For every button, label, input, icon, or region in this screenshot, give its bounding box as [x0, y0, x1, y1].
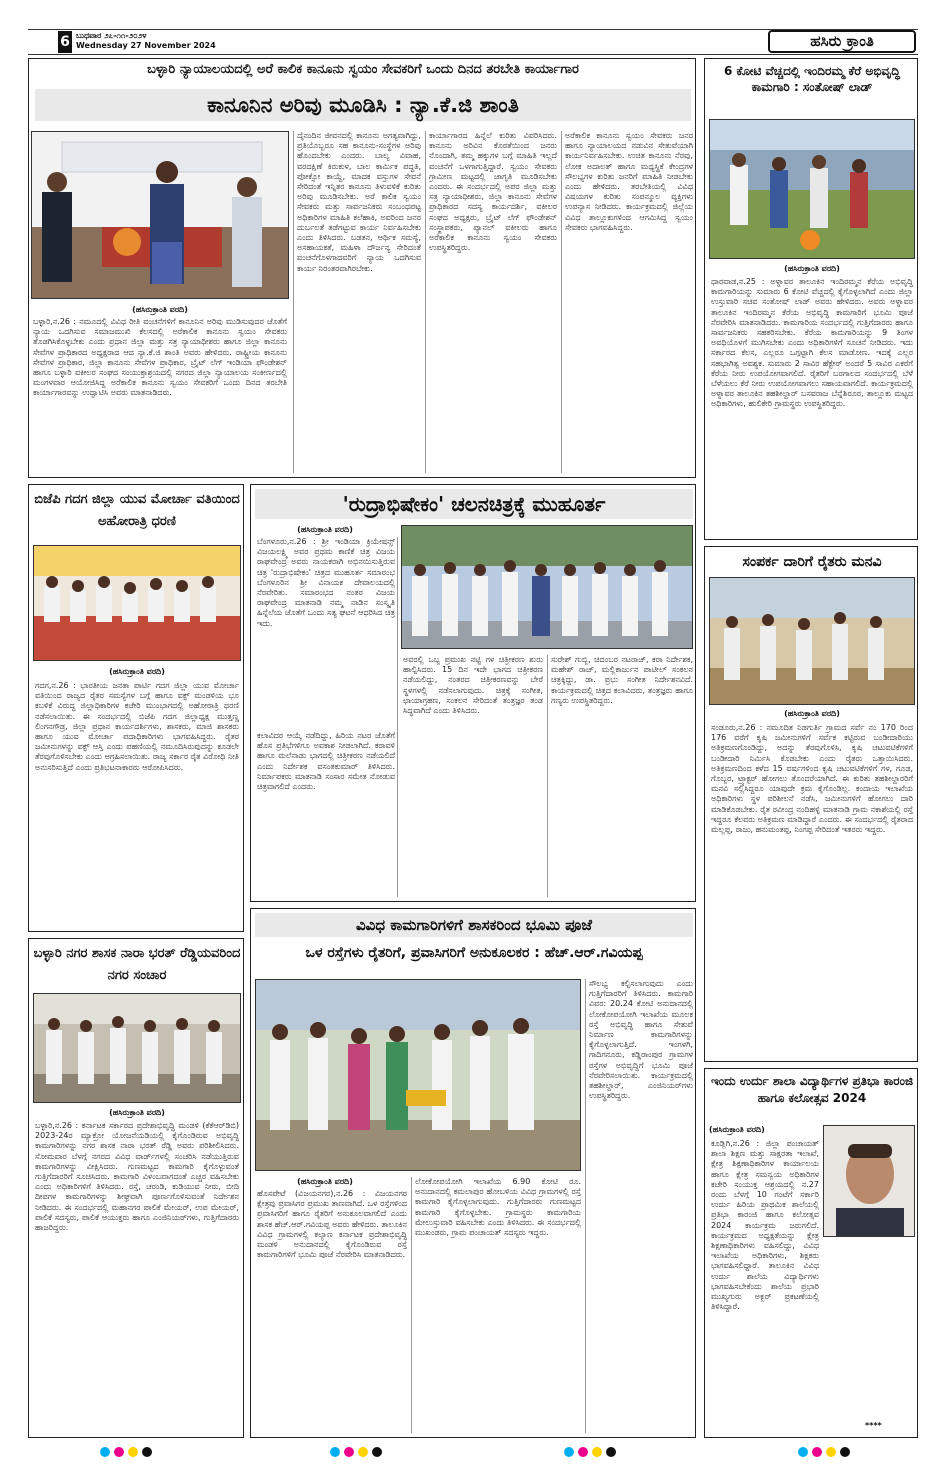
farmers-headline: ಸಂಪರ್ಕ ದಾರಿಗೆ ರೈತರು ಮನವಿ	[742, 554, 882, 570]
roads-kicker: ವಿವಿಧ ಕಾಮಗಾರಿಗಳಿಗೆ ಶಾಸಕರಿಂದ ಭೂಮಿ ಪೂಜೆ	[255, 913, 693, 937]
roads-column-2: ಲೋಕೋಪಯೋಗಿ ಇಲಾಖೆಯ 6.90 ಕೋಟಿ ರೂ. ಅನುದಾನದಲ್ಲಿ ಕಮಲಾಪುರ ಹೋಬಳಿಯ ವಿವಿಧ ಗ್ರಾಮಗಳಲ್ಲಿ ರಸ್ತೆ ಕಾಮಗಾರಿ ಕೈಗೊಳ್ಳಲಾಗುವುದು. ಗುತ್ತಿಗೆದಾರರು ಗುಣಮಟ್ಟದ ಕಾಮಗಾರಿ ಕೈಗೊಳ್ಳಬೇಕು. ಗ್ರಾಮಸ್ಥರು ಕಾಮಗಾರಿಯ ಮೇಲುಸ್ತುವಾರಿ ವಹಿಸಬೇಕು ಎಂದು ತಿಳಿಸಿದರು. ಈ ಸಂದರ್ಭದಲ್ಲಿ ಮುಖಂಡರು, ಗ್ರಾಮ ಪಂಚಾಯತ್ ಸದಸ್ಯರು ಇದ್ದರು.	[415, 1177, 581, 1238]
reg-dot-yellow	[826, 1447, 836, 1457]
roads-photo	[255, 979, 581, 1171]
article-roads	[250, 908, 696, 1438]
page-number: 6	[58, 31, 72, 53]
urdu-body: ಕೂಡ್ಲಿಗಿ,ನ.26 : ಜಿಲ್ಲಾ ಪಂಚಾಯತ್ ಶಾಲಾ ಶಿಕ್ಷಣ ಮತ್ತು ಸಾಕ್ಷರತಾ ಇಲಾಖೆ, ಕ್ಷೇತ್ರ ಶಿಕ್ಷಣಾಧಿಕಾರಿಗಳ ಕಾರ್ಯಾಲಯ ಹಾಗೂ ಕ್ಷೇತ್ರ ಸಮನ್ವಯ ಅಧಿಕಾರಿಗಳ ಕಚೇರಿ ಸಂಯುಕ್ತ ಆಶ್ರಯದಲ್ಲಿ ನ.27 ರಂದು ಬೆಳಗ್ಗೆ 10 ಗಂಟೆಗೆ ಸರ್ಕಾರಿ ಉರ್ದು ಹಿರಿಯ ಪ್ರಾಥಮಿಕ ಶಾಲೆಯಲ್ಲಿ ಪ್ರತಿಭಾ ಕಾರಂಜಿ ಹಾಗೂ ಕಲೋತ್ಸವ 2024 ಕಾರ್ಯಕ್ರಮ ಜರುಗಲಿದೆ. ಕಾರ್ಯಕ್ರಮದ ಅಧ್ಯಕ್ಷತೆಯನ್ನು ಕ್ಷೇತ್ರ ಶಿಕ್ಷಣಾಧಿಕಾರಿಗಳು ವಹಿಸಲಿದ್ದು, ವಿವಿಧ ಇಲಾಖೆಯ ಅಧಿಕಾರಿಗಳು, ಶಿಕ್ಷಕರು ಭಾಗವಹಿಸಲಿದ್ದಾರೆ. ತಾಲೂಕಿನ ವಿವಿಧ ಉರ್ದು ಶಾಲೆಯ ವಿದ್ಯಾರ್ಥಿಗಳು ಭಾಗವಹಿಸಬೇಕೆಂದು ಶಾಲೆಯ ಪ್ರಭಾರಿ ಮುಖ್ಯಗುರು ಅಕ್ಬರ್ ಪ್ರಕಟಣೆಯಲ್ಲಿ ತಿಳಿಸಿದ್ದಾರೆ.	[711, 1139, 819, 1312]
film-column-4: ಸುರೇಶ್ ಗುಬ್ಬಿ, ಚಿದಂಬರ ನಟರಾಜ್, ಕರಾ ನಿರ್ದೇಶಕ, ಮಹೇಶ್ ರಾಜ್, ಮಲ್ಲಿಕಾರ್ಜುನ ಪಾಟೀಲ್ ಸಂಕಲನ ಚಿತ್ರಕ್ಕಿದ್ದು, ಡಾ. ಪ್ರಭು ಸಂಗೀತ ನಿರ್ದೇಶನವಿದೆ. ಕಾರ್ಯಕ್ರಮದಲ್ಲಿ ಚಿತ್ರದ ಕಲಾವಿದರು, ತಂತ್ರಜ್ಞರು ಹಾಗೂ ಗಣ್ಯರು ಉಪಸ್ಥಿತರಿದ್ದರು.	[551, 655, 693, 705]
lake-photo-image	[710, 120, 915, 259]
mla-tour-headline: ಬಳ್ಳಾರಿ ನಗರ ಶಾಸಕ ನಾರಾ ಭರತ್ ರೆಡ್ಡಿಯವರಿಂದ ನಗರ ಸಂಚಾರ	[33, 946, 241, 983]
article-court	[28, 58, 696, 478]
reg-dot-magenta	[812, 1447, 822, 1457]
article-mla-tour	[28, 938, 244, 1438]
roads-headline: ಒಳ ರಸ್ತೆಗಳು ರೈತರಿಗೆ, ಪ್ರವಾಸಿಗರಿಗೆ ಅನುಕೂಲಕರ : ಹೆಚ್.ಆರ್.ಗವಿಯಪ್ಪ	[305, 945, 643, 961]
reg-dot-magenta	[344, 1447, 354, 1457]
mla-tour-dateline: (ಹಸಿರುಕ್ರಾಂತಿ ವರದಿ)	[109, 1108, 165, 1117]
court-column-2: ದೈನಂದಿನ ಜೀವನದಲ್ಲಿ ಕಾನೂನು ಅಗತ್ಯವಾಗಿದ್ದು, ಪ್ರತಿಯೊಬ್ಬರೂ ಸಹ ಕಾನೂನು-ಸಂಸ್ಥೆಗಳ ಅರಿವು ಹೊಂದಬೇಕು ಎಂದರು. ಬಾಲ್ಯ ವಿವಾಹ, ವರದಕ್ಷಿಣೆ ಕಿರುಕುಳ, ಬಾಲ ಕಾರ್ಮಿಕ ಪದ್ಧತಿ, ಪೋಕ್ಸೋ ಕಾಯ್ದೆ, ಮಾದಕ ವಸ್ತುಗಳ ಸೇವನೆ ಸೇರಿದಂತೆ ಇನ್ನಿತರ ಕಾನೂನು ತಿಳುವಳಿಕೆ ಕುರಿತು ಅರಿವು ಮೂಡಿಸಬೇಕು. ಅರೆ ಕಾಲಿಕ ಸ್ವಯಂ ಸೇವಕರು ಮತ್ತು ಸಾರ್ವಜನಿಕರು ಸಂಬಂಧಪಟ್ಟ ಅಧಿಕಾರಿಗಳ ಮಾಹಿತಿ ಕಲೆಹಾಕಿ, ಅವರಿಂದ ಜನರ ದುರ್ಬಲತೆ ತಡೆಗಟ್ಟುವ ಕಾರ್ಯ ನಿರ್ವಹಿಸಬೇಕು ಎಂದು ತಿಳಿಸಿದರು. ಬಡತನ, ಆರ್ಥಿಕ ಸಮಸ್ಯೆ, ಅಸಹಾಯಕತೆ, ಮಹಿಳಾ ದೌರ್ಜನ್ಯ ಸೇರಿದಂತೆ ವಂಚನೆಗೊಳಗಾದವರಿಗೆ ನ್ಯಾಯ ಒದಗಿಸುವ ಕಾರ್ಯ ನಿರಂತರವಾಗಿರಬೇಕು.	[297, 131, 421, 273]
reg-dot-black	[840, 1447, 850, 1457]
lake-body: ಧಾರವಾಡ,ನ.25 : ಅಳ್ನಾವರ ತಾಲೂಕಿನ ಇಂದಿರಮ್ಮನ ಕೆರೆಯ ಅಭಿವೃದ್ಧಿ ಕಾಮಗಾರಿಯನ್ನು ಸುಮಾರು 6 ಕೋಟಿ ವೆಚ್ಚದಲ್ಲಿ ಕೈಗೊಳ್ಳಲಾಗಿದೆ ಎಂದು ಜಿಲ್ಲಾ ಉಸ್ತುವಾರಿ ಸಚಿವ ಸಂತೋಷ್ ಲಾಡ್ ಅವರು ಹೇಳಿದರು. ಅವರು ಅಳ್ನಾವರ ತಾಲೂಕಿನ ಇಂದಿರಮ್ಮನ ಕೆರೆಯ ಅಭಿವೃದ್ಧಿ ಕಾಮಗಾರಿಗೆ ಭೂಮಿ ಪೂಜೆ ನೆರವೇರಿಸಿ ಮಾತನಾಡಿದರು. ಕಾಮಗಾರಿಯ ಸಂದರ್ಭದಲ್ಲಿ ಗುತ್ತಿಗೆದಾರರು ಹಾಗೂ ಸಾರ್ವಜನಿಕರು ಸಹಕರಿಸಬೇಕು. ಕೆರೆಯ ಕಾಮಗಾರಿಯನ್ನು 9 ತಿಂಗಳ ಅವಧಿಯೊಳಗೆ ಮುಗಿಸಬೇಕು ಎಂದು ಅಧಿಕಾರಿಗಳಿಗೆ ಸೂಚನೆ ನೀಡಿದರು. ಇದು ಸರ್ಕಾರದ ಕೆಲಸ, ಎಲ್ಲರೂ ಒಗ್ಗಟ್ಟಾಗಿ ಕೆಲಸ ಮಾಡೋಣ. ಇದಕ್ಕೆ ಎಲ್ಲರ ಸಹಭಾಗಿತ್ವ ಅವಶ್ಯಕ. ಸುಮಾರು 2 ಸಾವಿರ ಹೆಕ್ಟೇರ್ ಅಂದರೆ 5 ಸಾವಿರ ಎಕರೆಗೆ ಕೆರೆಯ ನೀರು ಉಪಯೋಗವಾಗಲಿದೆ. ರೈತರಿಗೆ ಬರಗಾಲದ ಸಂದರ್ಭದಲ್ಲಿ ಬೆಳೆ ಬೆಳೆಯಲು ಕೆರೆ ನೀರು ಉಪಯೋಗವಾಗಲು ಸಹಾಯವಾಗಲಿದೆ. ಕಾರ್ಯಕ್ರಮದಲ್ಲಿ ಅಳ್ನಾವರ ತಾಲೂಕಿನ ತಹಶೀಲ್ದಾರ್ ಬಸವರಾಜ ಬೆನ್ನೆಶಿರೂರ, ತಾಲ್ಲೂಕು ಮಟ್ಟದ ಅಧಿಕಾರಿಗಳು, ಹುಲಿಕೇರಿ ಗ್ರಾಮಸ್ಥರು ಉಪಸ್ಥಿತರಿದ್ದರು.	[711, 277, 913, 409]
lake-headline: 6 ಕೋಟಿ ವೆಚ್ಚದಲ್ಲಿ ಇಂದಿರಮ್ಮ ಕೆರೆ ಅಭಿವೃದ್ಧಿ ಕಾಮಗಾರಿ : ಸಂತೋಷ್ ಲಾಡ್	[724, 64, 900, 94]
lake-dateline: (ಹಸಿರುಕ್ರಾಂತಿ ವರದಿ)	[784, 264, 840, 273]
reg-mark-right	[796, 1442, 852, 1461]
roads-dateline: (ಹಸಿರುಕ್ರಾಂತಿ ವರದಿ)	[297, 1177, 353, 1186]
mla-tour-photo	[33, 993, 241, 1103]
protest-photo	[33, 545, 241, 661]
farmers-photo-image	[710, 578, 915, 705]
film-photo-image	[402, 526, 693, 649]
reg-mark-left	[98, 1442, 154, 1461]
urdu-headline: ಇಂದು ಉರ್ದು ಶಾಲಾ ವಿದ್ಯಾರ್ಥಿಗಳ ಪ್ರತಿಭಾ ಕಾರಂಜಿ ಹಾಗೂ ಕಲೋತ್ಸವ 2024	[710, 1074, 914, 1105]
article-lake	[704, 58, 918, 540]
court-photo-image	[32, 132, 289, 299]
article-urdu	[704, 1068, 918, 1438]
reg-dot-black	[606, 1447, 616, 1457]
mla-tour-body: ಬಳ್ಳಾರಿ,ನ.26 : ಕರ್ನಾಟಕ ಸರ್ಕಾರದ ಪ್ರದೇಶಾಭಿವೃದ್ಧಿ ಮಂಡಳಿ (ಕೆಕೆಆರ್‌ಡಿಬಿ) 2023-24ರ ಮ್ಯಾಕ್ರೋ ಯೋಜನೆಯಡಿಯಲ್ಲಿ ಕೈಗೊಂಡಿರುವ ಅಭಿವೃದ್ಧಿ ಕಾಮಗಾರಿಗಳನ್ನು ನಗರ ಶಾಸಕ ನಾರಾ ಭರತ್ ರೆಡ್ಡಿ ಅವರು ಪರಿಶೀಲಿಸಿದರು. ಸೋಮವಾರ ಬೆಳಗ್ಗೆ ನಗರದ ವಿವಿಧ ವಾರ್ಡ್‌ಗಳಲ್ಲಿ ಸಂಚರಿಸಿ ನಡೆಯುತ್ತಿರುವ ಕಾಮಗಾರಿಗಳನ್ನು ವೀಕ್ಷಿಸಿದರು. ಗುಣಮಟ್ಟದ ಕಾಮಗಾರಿ ಕೈಗೊಳ್ಳುವಂತೆ ಗುತ್ತಿಗೆದಾರರಿಗೆ ಸೂಚಿಸಿದರು. ಕಾಮಗಾರಿ ವಿಳಂಬವಾಗದಂತೆ ಎಚ್ಚರ ವಹಿಸಬೇಕು ಎಂದು ಅಧಿಕಾರಿಗಳಿಗೆ ತಿಳಿಸಿದರು. ರಸ್ತೆ, ಚರಂಡಿ, ಕುಡಿಯುವ ನೀರು, ಬೀದಿ ದೀಪಗಳ ಕಾಮಗಾರಿಗಳನ್ನು ಶೀಘ್ರವಾಗಿ ಪೂರ್ಣಗೊಳಿಸುವಂತೆ ನಿರ್ದೇಶನ ನೀಡಿದರು. ಈ ಸಂದರ್ಭದಲ್ಲಿ ಮಹಾನಗರ ಪಾಲಿಕೆ ಮೇಯರ್, ಉಪ ಮೇಯರ್, ಪಾಲಿಕೆ ಸದಸ್ಯರು, ಪಾಲಿಕೆ ಆಯುಕ್ತರು ಹಾಗೂ ಎಂಜಿನಿಯರ್‌ಗಳು, ಗುತ್ತಿಗೆದಾರರು ಹಾಜರಿದ್ದರು.	[35, 1121, 239, 1233]
reg-dot-cyan	[564, 1447, 574, 1457]
urdu-portrait	[823, 1125, 915, 1237]
color-registration-marks	[28, 1442, 918, 1456]
article-film	[250, 484, 696, 902]
court-kicker: ಬಳ್ಳಾರಿ ನ್ಯಾಯಾಲಯದಲ್ಲಿ ಅರೆ ಕಾಲಿಕ ಕಾನೂನು ಸ್ವಯಂ ಸೇವಕರಿಗೆ ಒಂದು ದಿನದ ತರಬೇತಿ ಕಾರ್ಯಾಗಾರ	[147, 62, 579, 77]
issue-date-en: Wednesday 27 November 2024	[76, 41, 216, 50]
reg-dot-black	[142, 1447, 152, 1457]
reg-dot-yellow	[358, 1447, 368, 1457]
urdu-end-mark: ****	[865, 1421, 882, 1430]
mla-tour-photo-image	[34, 994, 241, 1103]
film-column-3: ಅವರಲ್ಲಿ ಒಬ್ಬ ಪ್ರಮುಖ ನಟ್ಟಿ ಗಳ ಚಿತ್ರೀಕರಣ ಶುರು ಹಾಲ್ಪಿಸಿದರು. 15 ದಿನ ಇದೇ ಭಾಗದ ಚಿತ್ರೀಕರಣ ನಡೆಯಲಿದ್ದು, ನಂತರದ ಚಿತ್ರೀಕರಣವನ್ನು ಬೇರೆ ಸ್ಥಳಗಳಲ್ಲಿ ನಡೆಸಲಾಗುವುದು. ಚಿತ್ರಕ್ಕೆ ಸಂಗೀತ, ಛಾಯಾಗ್ರಹಣ, ಸಂಕಲನ ಸೇರಿದಂತೆ ತಂತ್ರಜ್ಞರ ತಂಡ ಸಿದ್ಧವಾಗಿದೆ ಎಂದು ತಿಳಿಸಿದರು.	[403, 655, 543, 716]
court-headline: ಕಾನೂನಿನ ಅರಿವು ಮೂಡಿಸಿ : ನ್ಯಾ.ಕೆ.ಜಿ ಶಾಂತಿ	[35, 89, 691, 121]
film-column-2: ಕಲಾವಿದರ ಆಯ್ಕೆ ನಡೆದಿದ್ದು, ಹಿರಿಯ ನಟರ ಜೊತೆಗೆ ಹೊಸ ಪ್ರತಿಭೆಗಳಿಗೂ ಅವಕಾಶ ನೀಡಲಾಗಿದೆ. ಕರಾವಳಿ ಹಾಗೂ ಮಲೆನಾಡು ಭಾಗದಲ್ಲಿ ಚಿತ್ರೀಕರಣ ನಡೆಯಲಿದೆ ಎಂದು ನಿರ್ದೇಶಕ ವಸಂತಕುಮಾರ್ ತಿಳಿಸಿದರು. ನಿರ್ಮಾಪಕರು ಮಾತನಾಡಿ ಸಂಸಾರ ಸಮೇತ ನೋಡುವ ಚಿತ್ರವಾಗಲಿದೆ ಎಂದರು.	[257, 731, 395, 792]
reg-dot-magenta	[114, 1447, 124, 1457]
film-headline: 'ರುದ್ರಾಭಿಷೇಕಂ' ಚಲನಚಿತ್ರಕ್ಕೆ ಮುಹೂರ್ತ	[255, 489, 693, 519]
reg-dot-cyan	[798, 1447, 808, 1457]
court-column-4: ಅರೆಕಾಲಿಕ ಕಾನೂನು ಸ್ವಯಂ ಸೇವಕರು ಜನರ ಹಾಗೂ ನ್ಯಾಯಾಲಯದ ನಡುವಿನ ಸೇತುವೆಯಾಗಿ ಕಾರ್ಯನಿರ್ವಹಿಸಬೇಕು. ಉಚಿತ ಕಾನೂನು ನೆರವು, ಲೋಕ ಅದಾಲತ್ ಹಾಗೂ ಮಧ್ಯಸ್ಥಿಕೆ ಕೇಂದ್ರಗಳ ಸೌಲಭ್ಯಗಳ ಕುರಿತು ಜನರಿಗೆ ಮಾಹಿತಿ ನೀಡಬೇಕು ಎಂದು ಹೇಳಿದರು. ತರಬೇತಿಯಲ್ಲಿ ವಿವಿಧ ವಿಷಯಗಳ ಕುರಿತು ಸಂಪನ್ಮೂಲ ವ್ಯಕ್ತಿಗಳು ಉಪನ್ಯಾಸ ನೀಡಿದರು. ಕಾರ್ಯಕ್ರಮದಲ್ಲಿ ಜಿಲ್ಲೆಯ ವಿವಿಧ ತಾಲ್ಲೂಕುಗಳಿಂದ ಆಗಮಿಸಿದ್ದ ಸ್ವಯಂ ಸೇವಕರು ಭಾಗವಹಿಸಿದ್ದರು.	[565, 131, 693, 232]
reg-dot-black	[372, 1447, 382, 1457]
farmers-body: ಸಂಡೂರು,ನ.26 : ನಮೂದಿತ ನಿಡಗುರ್ತಿ ಗ್ರಾಮದ ಸರ್ವೆ ನಂ 170 ರಿಂದ 176 ವರೆಗೆ ಕೃಷಿ ಜಮೀನುಗಳಿಗೆ ಸರ್ವೆಕ ಕಟ್ಟಿರುವ ಬಂಡೀದಾರಿಯು ಅತಿಕ್ರಮಣಗೊಂಡಿದ್ದು, ಅದನ್ನು ತೆರವುಗೊಳಿಸಿ, ಕೃಷಿ ಚಟುವಟಿಕೆಗಳಿಗೆ ಬಂಡೀದಾರಿ ನಿರ್ಮಿಸಿ ಕೊಡಬೇಕು ಎಂದು ರೈತರು ಒತ್ತಾಯಿಸಿದರು. ಅತಿಕ್ರಮಣದಿಂದ ಕಳೆದ 15 ವರ್ಷಗಳಿಂದ ಕೃಷಿ ಚಟುವಟಿಕೆಗಳಿಗೆ ಗಳ, ಗೂಡ, ಗೊಬ್ಬರ, ಟ್ರ್ಯಾಕ್ಟರ್ ಹೋಗಲು ತೊಂದರೆಯಾಗಿದೆ. ಈ ಕುರಿತು ತಹಶೀಲ್ದಾರರಿಗೆ ಮನವಿ ಸಲ್ಲಿಸಿದ್ದರೂ ಯಾವುದೇ ಕ್ರಮ ಕೈಗೊಂಡಿಲ್ಲ. ಕಂದಾಯ ಇಲಾಖೆಯ ಅಧಿಕಾರಿಗಳು ಸ್ಥಳ ಪರಿಶೀಲನೆ ನಡೆಸಿ, ಜಮೀನುಗಳಿಗೆ ಹೋಗಲು ದಾರಿ ಮಾಡಿಕೊಡಬೇಕು. ರೈತ ರವೀಂದ್ರ ನಂದಿಹಳ್ಳಿ ಮಾತನಾಡಿ ಗ್ರಾಮ ನಕಾಶೆಯಲ್ಲಿ ರಸ್ತೆ ಇದ್ದರೂ ಕೆಲವರು ಅತಿಕ್ರಮಣ ಮಾಡಿದ್ದಾರೆ ಎಂದರು. ಈ ಸಂದರ್ಭದಲ್ಲಿ ರೈತರಾದ ಮಲ್ಲಪ್ಪ, ರಾಜು, ಹನುಮಂತಪ್ಪ, ನಿಂಗಪ್ಪ ಸೇರಿದಂತೆ ಇತರರು ಇದ್ದರು.	[711, 723, 913, 835]
urdu-dateline: (ಹಸಿರುಕ್ರಾಂತಿ ವರದಿ)	[709, 1125, 765, 1134]
issue-date-kn: ಬುಧವಾರ ೨೭-೧೧-೨೦೨೪	[76, 31, 147, 40]
film-photo	[401, 525, 693, 649]
reg-dot-cyan	[100, 1447, 110, 1457]
roads-column-3: ಸೌಲಭ್ಯ ಕಲ್ಪಿಸಲಾಗುವುದು ಎಂದು ಗುತ್ತಿಗೆದಾರರಿಗೆ ತಿಳಿಸಿದರು. ಕಾಮಗಾರಿ ವಿವರ: 20.24 ಕೋಟಿ ಅನುದಾನದಲ್ಲಿ ಲೋಕೋಪಯೋಗಿ ಇಲಾಖೆಯ ಮೂಲಕ ರಸ್ತೆ ಅಭಿವೃದ್ಧಿ ಹಾಗೂ ಸೇತುವೆ ನಿರ್ಮಾಣ ಕಾಮಗಾರಿಗಳನ್ನು ಕೈಗೊಳ್ಳಲಾಗುತ್ತಿದೆ. ಇಂಗಳಗಿ, ಗಾದಿಗನೂರು, ಕಡ್ಡಿರಾಂಪುರ ಗ್ರಾಮಗಳ ರಸ್ತೆಗಳ ಅಭಿವೃದ್ಧಿಗೆ ಭೂಮಿ ಪೂಜೆ ನೆರವೇರಿಸಲಾಯಿತು. ಕಾರ್ಯಕ್ರಮದಲ್ಲಿ ತಹಶೀಲ್ದಾರ್, ಎಂಜಿನಿಯರ್‌ಗಳು ಉಪಸ್ಥಿತರಿದ್ದರು.	[589, 979, 693, 1101]
roads-column-1: ಹೊಸಪೇಟೆ (ವಿಜಯನಗರ),ನ.26 : ವಿಜಯನಗರ ಕ್ಷೇತ್ರವು ಪ್ರವಾಸಿಗರ ಪ್ರಮುಖ ತಾಣವಾಗಿದೆ. ಒಳ ರಸ್ತೆಗಳಿಂದ ಪ್ರವಾಸಿಗರಿಗೆ ಹಾಗೂ ರೈತರಿಗೆ ಅನುಕೂಲವಾಗಲಿದೆ ಎಂದು ಶಾಸಕ ಹೆಚ್.ಆರ್.ಗವಿಯಪ್ಪ ಅವರು ಹೇಳಿದರು. ತಾಲೂಕಿನ ವಿವಿಧ ಗ್ರಾಮಗಳಲ್ಲಿ ಕಲ್ಯಾಣ ಕರ್ನಾಟಕ ಪ್ರದೇಶಾಭಿವೃದ್ಧಿ ಮಂಡಳಿ ಅನುದಾನದಲ್ಲಿ ಕೈಗೊಂಡಿರುವ ರಸ್ತೆ ಕಾಮಗಾರಿಗಳಿಗೆ ಭೂಮಿ ಪೂಜೆ ನೆರವೇರಿಸಿ ಮಾತನಾಡಿದರು.	[257, 1189, 407, 1260]
protest-body: ಗದಗ,ನ.26 : ಭಾರತೀಯ ಜನತಾ ಪಾರ್ಟಿ ಗದಗ ಜಿಲ್ಲಾ ಯುವ ಮೋರ್ಚಾ ವತಿಯಿಂದ ರಾಜ್ಯದ ರೈತರ ಸಮಸ್ಯೆಗಳ ಬಗ್ಗೆ ಹಾಗೂ ವಕ್ಫ್ ಮಂಡಳಿಯ ಭೂ ಕಬಳಿಕೆ ವಿರುದ್ಧ ಜಿಲ್ಲಾಧಿಕಾರಿಗಳ ಕಚೇರಿ ಮುಂಭಾಗದಲ್ಲಿ ಅಹೋರಾತ್ರಿ ಧರಣಿ ನಡೆಸಲಾಯಿತು. ಈ ಸಂದರ್ಭದಲ್ಲಿ ಬಿಜೆಪಿ ಗದಗ ಜಿಲ್ಲಾಧ್ಯಕ್ಷ ಮುತ್ತಣ್ಣ ಲಿಂಗನಗೌಡ್ರ, ಜಿಲ್ಲಾ ಪ್ರಧಾನ ಕಾರ್ಯದರ್ಶಿಗಳು, ಶಾಸಕರು, ಮಾಜಿ ಶಾಸಕರು ಹಾಗೂ ಯುವ ಮೋರ್ಚಾ ಪದಾಧಿಕಾರಿಗಳು ಭಾಗವಹಿಸಿದ್ದರು. ರೈತರ ಜಮೀನುಗಳನ್ನು ವಕ್ಫ್ ಆಸ್ತಿ ಎಂದು ಪಹಣಿಯಲ್ಲಿ ನಮೂದಿಸಿರುವುದನ್ನು ಕೂಡಲೇ ತೆರವುಗೊಳಿಸಬೇಕು ಎಂದು ಆಗ್ರಹಿಸಲಾಯಿತು. ರಾಜ್ಯ ಸರ್ಕಾರ ರೈತ ವಿರೋಧಿ ನೀತಿ ಅನುಸರಿಸುತ್ತಿದೆ ಎಂದು ಪ್ರತಿಭಟನಾಕಾರರು ಆರೋಪಿಸಿದರು.	[35, 681, 239, 772]
paper-name-logo: ಹಸಿರು ಕ್ರಾಂತಿ	[768, 30, 916, 53]
farmers-photo	[709, 577, 915, 705]
reg-dot-yellow	[592, 1447, 602, 1457]
court-photo	[31, 131, 289, 299]
protest-dateline: (ಹಸಿರುಕ್ರಾಂತಿ ವರದಿ)	[109, 667, 165, 676]
reg-dot-magenta	[578, 1447, 588, 1457]
article-farmers	[704, 546, 918, 1062]
protest-headline: ಬಿಜೆಪಿ ಗದಗ ಜಿಲ್ಲಾ ಯುವ ಮೋರ್ಚಾ ವತಿಯಿಂದ ಅಹೋರಾತ್ರಿ ಧರಣಿ	[34, 492, 240, 529]
urdu-portrait-image	[824, 1126, 915, 1237]
article-protest	[28, 484, 244, 932]
reg-dot-yellow	[128, 1447, 138, 1457]
court-dateline: (ಹಸಿರುಕ್ರಾಂತಿ ವರದಿ)	[132, 305, 188, 314]
roads-photo-image	[256, 980, 581, 1171]
film-dateline: (ಹಸಿರುಕ್ರಾಂತಿ ವರದಿ)	[297, 525, 353, 534]
court-column-3: ಕಾರ್ಯಾಗಾರದ ಹಿನ್ನೆಲೆ ಕುರಿತು ವಿವರಿಸಿದರು. ಕಾನೂನು ಅರಿವಿನ ಕೊರತೆಯಿಂದ ಜನರು ನೊಂದಾಗಿ, ತಮ್ಮ ಹಕ್ಕುಗಳ ಬಗ್ಗೆ ಮಾಹಿತಿ ಇಲ್ಲದೆ ವಂಚನೆಗೆ ಒಳಗಾಗುತ್ತಿದ್ದಾರೆ. ಸ್ವಯಂ ಸೇವಕರು ಗ್ರಾಮೀಣ ಮಟ್ಟದಲ್ಲಿ ಜಾಗೃತಿ ಮೂಡಿಸಬೇಕು ಎಂದರು. ಈ ಸಂದರ್ಭದಲ್ಲಿ ಅಪರ ಜಿಲ್ಲಾ ಮತ್ತು ಸತ್ರ ನ್ಯಾಯಾಧೀಶರು, ಜಿಲ್ಲಾ ಕಾನೂನು ಸೇವೆಗಳ ಪ್ರಾಧಿಕಾರದ ಸದಸ್ಯ ಕಾರ್ಯದರ್ಶಿ, ವಕೀಲರ ಸಂಘದ ಅಧ್ಯಕ್ಷರು, ಬ್ರೈಟ್ ಲೆಗ್ ಫೌಂಡೇಶನ್ ಸಂಸ್ಥಾಪಕರು, ಪ್ಯಾನಲ್ ವಕೀಲರು ಹಾಗೂ ಅರೆಕಾಲಿಕ ಕಾನೂನು ಸ್ವಯಂ ಸೇವಕರು ಉಪಸ್ಥಿತರಿದ್ದರು.	[429, 131, 557, 253]
reg-mark-center-left	[328, 1442, 384, 1461]
reg-dot-cyan	[330, 1447, 340, 1457]
farmers-dateline: (ಹಸಿರುಕ್ರಾಂತಿ ವರದಿ)	[784, 709, 840, 718]
film-column-1: ಬೆಂಗಳೂರು,ನ.26 : ಶ್ರೀ ಇಂಡಿಯಾ ಕ್ರಿಯೇಷನ್ಸ್ ವಿಜಯಲಕ್ಷ್ಮಿ ಅವರ ಪ್ರಥಮ ಕಾಣಿಕೆ ಚಿತ್ರ ವಿಜಯ ರಾಘವೇಂದ್ರ ಅವರು ನಾಯಕರಾಗಿ ಅಭಿನಯಿಸುತ್ತಿರುವ ಚಿತ್ರ 'ರುದ್ರಾಭಿಷೇಕಂ' ಚಿತ್ರದ ಮುಹೂರ್ತ ಸಮಾರಂಭ ಬೆಂಗಳೂರಿನ ಶ್ರೀ ವಿನಾಯಕ ದೇವಾಲಯದಲ್ಲಿ ನೆರವೇರಿತು. ಸಮಾರಂಭದ ನಂತರ ವಿಜಯ ರಾಘವೇಂದ್ರ ಮಾತನಾಡಿ ನಮ್ಮ ನಾಡಿನ ಸಂಸ್ಕೃತಿ ಹಿನ್ನೆಲೆಯ ಜೊತೆಗೆ ಒಂದು ಸತ್ಯ ಘಟನೆ ಆಧರಿಸಿದ ಚಿತ್ರ ಇದು.	[257, 537, 395, 628]
court-column-1: ಬಳ್ಳಾರಿ,ನ.26 : ನಮೂದಲ್ಲಿ ವಿವಿಧ ರೀತಿ ವಂಚನೆಗಳಿಗೆ ಕಾನೂನಿನ ಅರಿವು ಮುಡಿಸುವುದರ ಜೊತೆಗೆ ನ್ಯಾಯ ಒದಗಿಸುವ ಸಮಾಜಮುಖಿ ಕೆಲಸದಲ್ಲಿ ಅರೆಕಾಲಿಕ ಕಾನೂನು ಸ್ವಯಂ ಸೇವಕರು ತೊಡಗಿಸಿಕೊಳ್ಳಬೇಕು ಎಂದು ಪ್ರಧಾನ ಜಿಲ್ಲಾ ಮತ್ತು ಸತ್ರ ನ್ಯಾಯಾಧೀಶರು ಹಾಗೂ ಜಿಲ್ಲಾ ಕಾನೂನು ಸೇವೆಗಳ ಪ್ರಾಧಿಕಾರದ ಅಧ್ಯಕ್ಷರಾದ ಆದ ನ್ಯಾ.ಕೆ.ಜಿ ಶಾಂತಿ ಅವರು ಹೇಳಿದರು. ರಾಷ್ಟ್ರೀಯ ಕಾನೂನು ಸೇವೆಗಳ ಪ್ರಾಧಿಕಾರ, ಜಿಲ್ಲಾ ಕಾನೂನು ಸೇವೆಗಳ ಪ್ರಾಧಿಕಾರ, ಬ್ರೈಟ್ ಲೆಗ್ ಇಂಡಿಯಾ ಫೌಂಡೇಶನ್ ಹಾಗೂ ಬಳ್ಳಾರಿ ವಕೀಲರ ಸಂಘದ ಸಂಯುಕ್ತಾಶ್ರಯದಲ್ಲಿ ನಗರದ ಜಿಲ್ಲಾ ನ್ಯಾಯಾಲಯ ಸಂಕೀರ್ಣದಲ್ಲಿ ಮಂಗಳವಾರ ಆಯೋಜಿಸಿದ್ದ ಅರೆಕಾಲಿಕ ಕಾನೂನು ಸ್ವಯಂ ಸೇವಕರಿಗೆ ಒಂದು ದಿನದ ತರಬೇತಿ ಕಾರ್ಯಾಗಾರವನ್ನು ಉದ್ಘಾಟಿಸಿ ಅವರು ಮಾತನಾಡಿದರು.	[33, 317, 287, 398]
protest-photo-image	[34, 546, 241, 661]
lake-photo	[709, 119, 915, 259]
masthead	[28, 29, 918, 55]
reg-mark-center-right	[562, 1442, 618, 1461]
